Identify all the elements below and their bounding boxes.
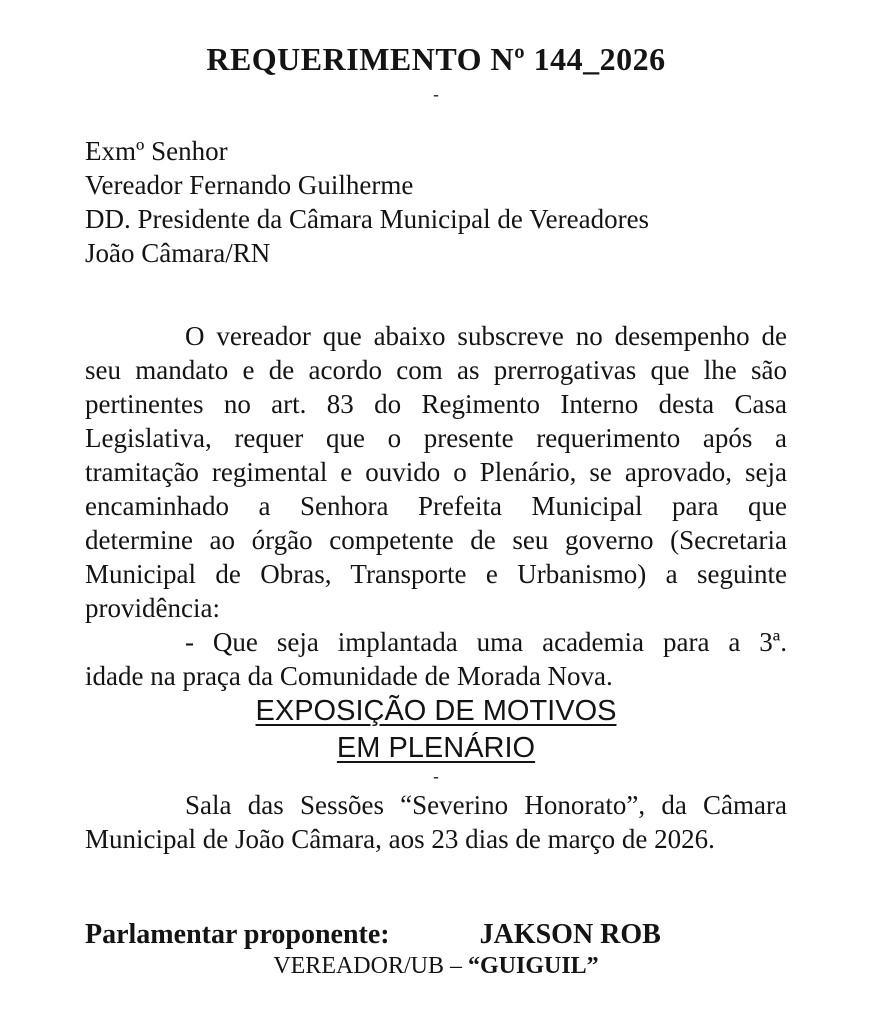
heading-em-plenario <box>85 730 787 767</box>
text-line: pertinentes no art. 83 do Regimento Interno desta Casa <box>85 389 787 419</box>
text-line: providência: <box>85 593 220 623</box>
separator-dash-top: - <box>433 85 439 104</box>
text-line: Municipal de Obras, Transporte e Urbanismo) a seguinte <box>85 559 787 589</box>
text-line: seu mandato e de acordo com as prerrogativas que lhe são <box>85 355 787 385</box>
text-line: tramitação regimental e ouvido o Plenário, se aprovado, seja <box>85 457 787 487</box>
request-paragraph <box>85 319 787 625</box>
role-name: “GUIGUIL” <box>467 953 599 979</box>
text-line: João Câmara/RN <box>85 238 271 268</box>
text-line: Sala das Sessões “Severino Honorato”, da Câmara <box>185 790 787 820</box>
signature-row <box>85 918 787 951</box>
role-prefix: VEREADOR/UB – <box>273 953 468 979</box>
text-line: idade na praça da Comunidade de Morada Nova. <box>85 661 613 691</box>
text-line: Legislativa, requer que o presente requerimento após a <box>85 423 787 453</box>
separator-dash-middle: - <box>433 767 439 786</box>
text-line: determine ao órgão competente de seu governo (Secretaria <box>85 525 787 555</box>
proponent-name: JAKSON ROB <box>479 919 661 950</box>
text-line: encaminhado a Senhora Prefeita Municipal para que <box>85 491 787 521</box>
recipient-block <box>85 134 787 270</box>
text-line: Exmº Senhor <box>85 136 228 166</box>
text-line: O vereador que abaixo subscreve no desempenho de <box>185 321 787 351</box>
heading-exposicao-text: EXPOSIÇÃO DE MOTIVOS <box>255 695 617 727</box>
text-line: DD. Presidente da Câmara Municipal de Vereadores <box>85 204 650 234</box>
proponent-role-line <box>85 951 787 981</box>
proponent-label: Parlamentar proponente: <box>85 919 390 950</box>
text-line: Municipal de João Câmara, aos 23 dias de março de 2026. <box>85 824 715 854</box>
text-line: Vereador Fernando Guilherme <box>85 170 414 200</box>
document-title: REQUERIMENTO Nº 144_2026 <box>206 41 666 77</box>
text-line: - Que seja implantada uma academia para a 3ª. <box>185 627 787 657</box>
session-paragraph <box>85 788 787 856</box>
heading-plenario-text: EM PLENÁRIO <box>336 732 536 764</box>
measure-paragraph <box>85 625 787 693</box>
heading-exposicao-de-motivos <box>85 693 787 730</box>
